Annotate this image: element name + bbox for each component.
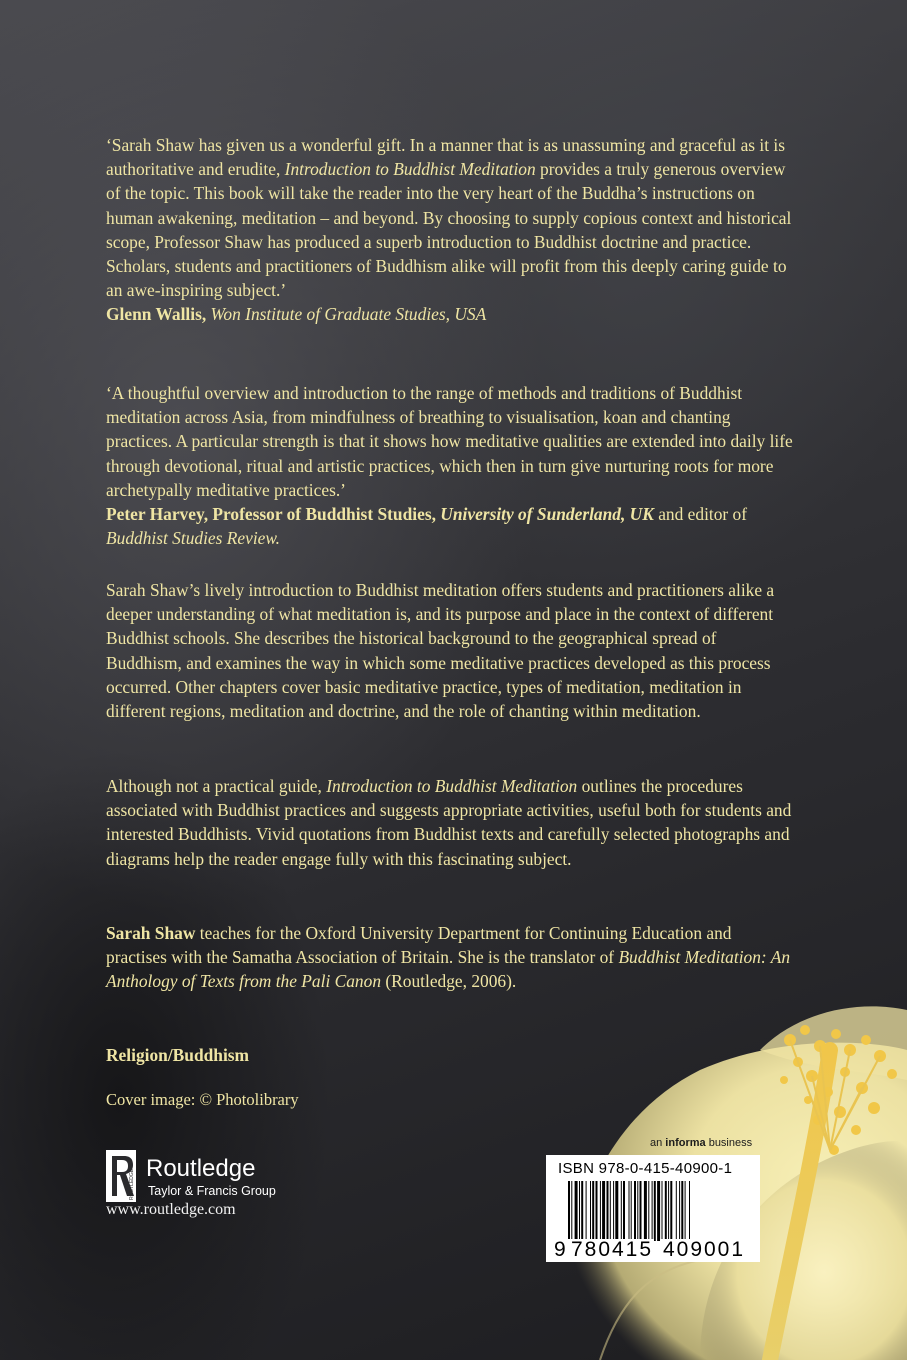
informa-brand: informa — [665, 1137, 706, 1149]
bio-text: (Routledge, 2006). — [381, 971, 517, 992]
journal-title: Buddhist Studies Review. — [106, 528, 281, 549]
isbn-barcode — [546, 1155, 760, 1262]
credit-text: Cover image: © Photolibrary — [106, 1090, 299, 1109]
informa-tagline — [650, 1137, 752, 1149]
publisher-url[interactable]: www.routledge.com — [106, 1201, 236, 1218]
isbn-digits-left: 780415 — [571, 1238, 651, 1259]
informa-prefix: an — [650, 1137, 666, 1149]
endorsement-wallis — [106, 133, 796, 327]
isbn-label: ISBN 978-0-415-40900-1 — [558, 1160, 733, 1177]
routledge-logo — [106, 1150, 296, 1204]
endorsement-harvey — [106, 381, 796, 550]
isbn-digits-right: 409001 — [663, 1238, 743, 1259]
book-title: Introduction to Buddhist Meditation — [326, 776, 578, 796]
isbn-lead-digit: 9 — [554, 1238, 566, 1259]
description-paragraph-1 — [106, 578, 796, 723]
category-label: Religion/Buddhism — [106, 1045, 250, 1065]
description-text: outlines the procedures associated with Buddhist practices and suggests appropriate activities, useful both for students and interested Buddhists. Vivid quotations from Buddhist texts and carefully selected photographs and diagrams help the reader engage fully with this fascinating subject. — [106, 776, 792, 869]
description-text: Although not a practical guide, — [106, 776, 327, 796]
quote-text: and editor of — [653, 504, 748, 525]
publisher-group: Taylor & Francis Group — [148, 1184, 276, 1198]
subject-category — [106, 1043, 796, 1067]
quote-text: ‘Sarah Shaw has given us a wonderful gift. In a manner that is as unassuming and graceful as it is authoritative and erudite, — [106, 135, 786, 180]
book-title: Buddhist Meditation: An Anthology of Texts from the Pali Canon — [106, 947, 791, 992]
cover-credit — [106, 1088, 796, 1112]
publisher-name: Routledge — [146, 1155, 256, 1182]
bio-text: teaches for the Oxford University Department for Continuing Education and practises with the Samatha Association of Britain. She is the translator of — [106, 923, 732, 968]
quote-text: ‘A thoughtful overview and introduction to the range of methods and traditions of Buddhist meditation across Asia, from mindfulness of breathing to visualisation, koan and chanting practices. A particular strength is that it shows how meditative qualities are extended into daily life through devotional, ritual and artistic practices, which then in turn give nurturing roots for more archetypally meditative practices.’ — [106, 383, 793, 500]
book-title: Introduction to Buddhist Meditation — [284, 159, 536, 180]
quote-text: provides a truly generous overview of the topic. This book will take the reader into the very heart of the Buddha’s instructions on human awakening, meditation – and beyond. By choosing to supply copious context and historical scope, Professor Shaw has produced a superb introduction to Buddhist doctrine and practice. Scholars, students and practitioners of Buddhism alike will profit from this deeply caring guide to an awe-inspiring subject.’ — [106, 159, 792, 301]
description-paragraph-2 — [106, 774, 796, 871]
informa-suffix: business — [705, 1137, 753, 1149]
quote-author: Glenn Wallis, — [106, 304, 211, 325]
quote-affiliation: Won Institute of Graduate Studies, USA — [210, 304, 487, 325]
routledge-vertical-wordmark: ROUTLEDGE — [129, 1168, 135, 1200]
quote-university: University of Sunderland, UK — [440, 504, 654, 525]
barcode-image — [554, 1181, 754, 1259]
quote-author: Peter Harvey, Professor of Buddhist Studies, — [106, 504, 441, 525]
description-text: Sarah Shaw’s lively introduction to Buddhist meditation offers students and practitioners alike a deeper understanding of what meditation is, and its purpose and place in the context of different Buddhist schools. She describes the historical background to the geographical spread of Buddhism, and examines the way in which some meditative practices developed as this process occurred. Other chapters cover basic meditative practice, types of meditation, meditation in different regions, meditation and doctrine, and the role of chanting within meditation. — [106, 580, 775, 722]
author-name: Sarah Shaw — [106, 923, 196, 943]
author-bio — [106, 921, 796, 994]
